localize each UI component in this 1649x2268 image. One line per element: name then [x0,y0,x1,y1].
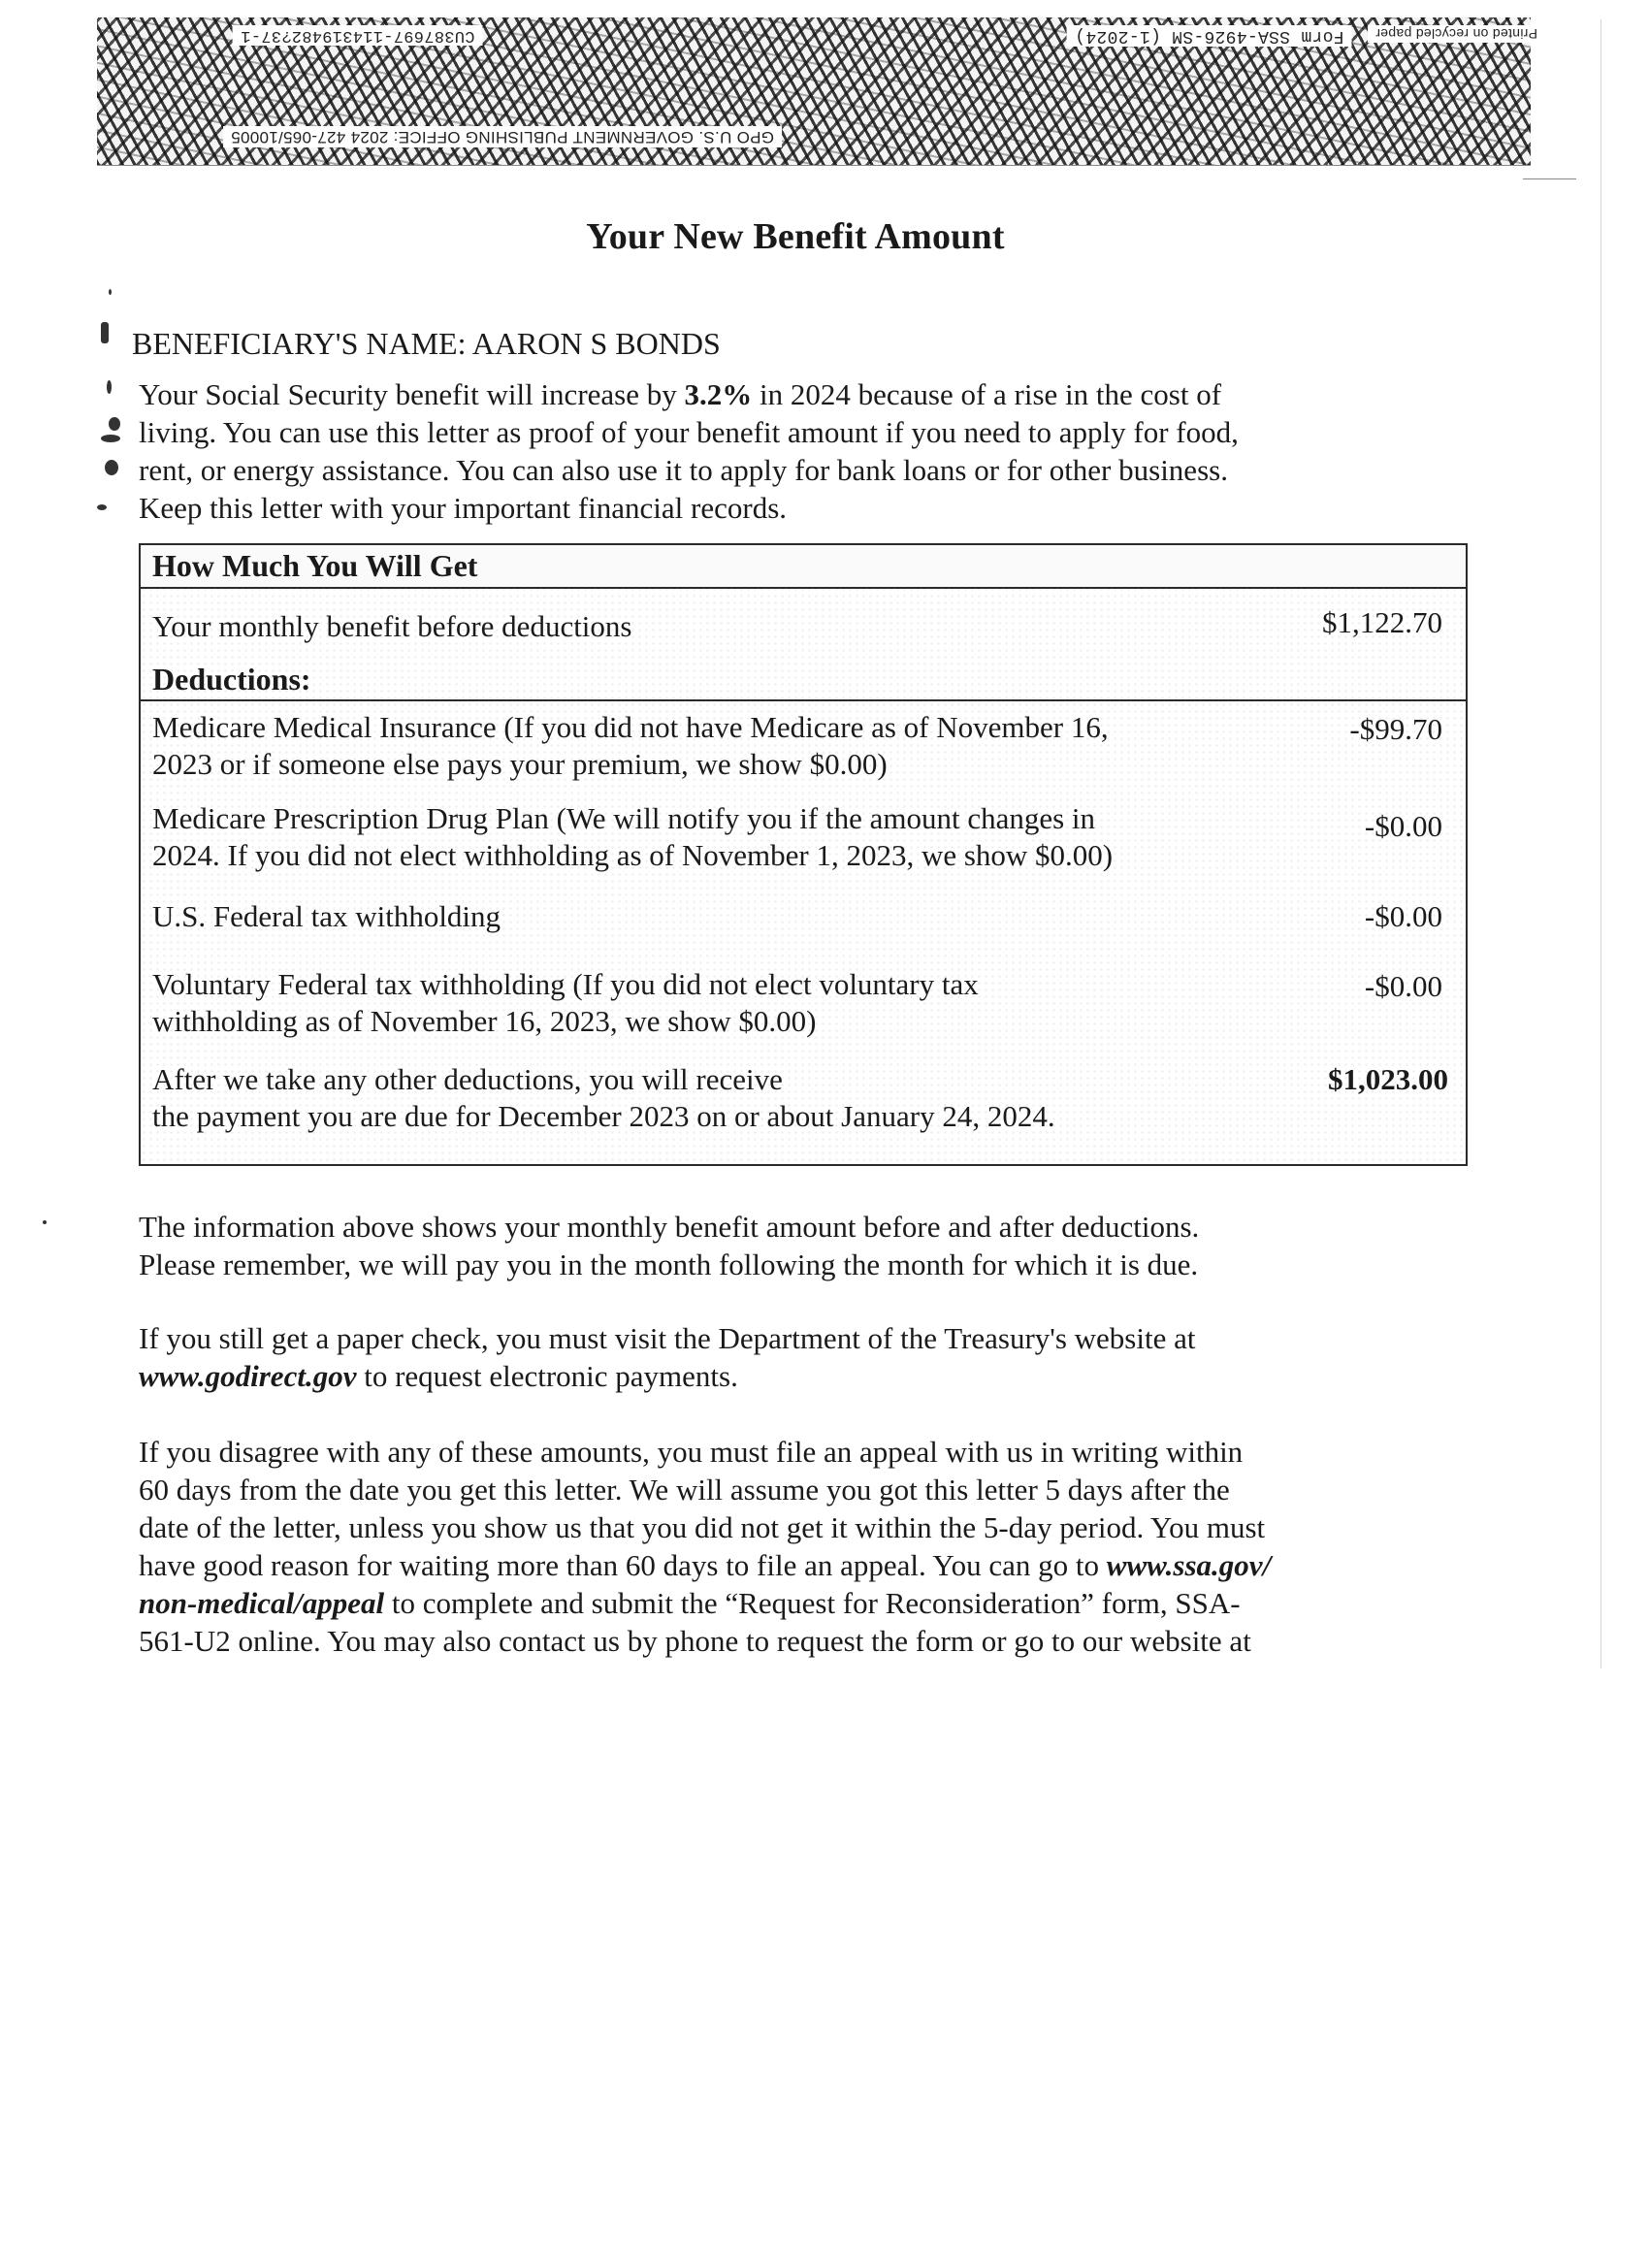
deductions-heading-row [141,659,1466,701]
scan-speck [109,417,120,431]
recycled-note: Printed on recycled paper [1368,25,1545,43]
beneficiary-name: AARON S BONDS [471,326,721,361]
drug-plan-line1: Medicare Prescription Drug Plan (We will notify you if the amount changes in [152,801,1096,835]
monthly-benefit-row [141,589,1466,659]
paper-check-line1: If you still get a paper check, you must visit the Department of the Treasury's website at [139,1321,1196,1355]
appeal-paragraph [139,1433,1504,1660]
voluntary-tax-label [152,966,1268,1040]
medical-insurance-line2: 2023 or if someone else pays your premium, we show $0.00) [152,747,888,781]
drug-plan-label [152,800,1316,874]
drug-plan-row [141,794,1466,885]
table-heading-row [141,545,1466,589]
page-margin-rule [1600,19,1601,1669]
medical-insurance-amount: -$99.70 [1349,712,1442,746]
federal-tax-label: U.S. Federal tax withholding [152,899,501,933]
scan-speck [97,504,107,510]
scan-speck [101,435,120,442]
voluntary-tax-line2: withholding as of November 16, 2023, we show $0.00) [152,1004,817,1038]
drug-plan-line2: 2024. If you did not elect withholding as of November 1, 2023, we show $0.00) [152,838,1114,872]
info-paragraph [139,1208,1497,1283]
table-heading: How Much You Will Get [152,548,478,583]
intro-line2: living. You can use this letter as proof of your benefit amount if you need to apply for food, [139,415,1239,449]
band-edge-rule [1523,178,1576,179]
drug-plan-amount: -$0.00 [1364,809,1442,843]
intro-line1-start: Your Social Security benefit will increase by [139,377,685,411]
info-line2: Please remember, we will pay you in the month following the month for which it is due. [139,1247,1199,1281]
control-code: CU387697-114319482?37-1 [233,25,483,46]
appeal-line4-text: have good reason for waiting more than 60 days to file an appeal. You can go to [139,1548,1107,1582]
scan-speck [107,380,112,394]
net-payment-amount: $1,023.00 [1328,1062,1448,1096]
appeal-line4 [139,1546,1504,1584]
beneficiary-label: BENEFICIARY'S NAME: [132,326,467,361]
godirect-link[interactable]: www.godirect.gov [139,1359,357,1393]
voluntary-tax-line1: Voluntary Federal tax withholding (If you did not elect voluntary tax [152,967,979,1001]
federal-tax-row [141,885,1466,955]
net-payment-row [141,1050,1466,1166]
voluntary-tax-row [141,955,1466,1050]
monthly-benefit-amount: $1,122.70 [1322,605,1442,639]
scan-speck [43,1220,47,1224]
form-id: Form SSA-4926-SM (1-2024) [1067,25,1352,47]
increase-percent: 3.2% [684,377,753,411]
info-line1: The information above shows your monthly benefit amount before and after deductions. [139,1210,1200,1244]
appeal-line5 [139,1584,1504,1622]
benefit-table [139,543,1468,1166]
scan-speck [109,289,112,295]
appeal-line5-text: to complete and submit the “Request for Reconsideration” form, SSA- [384,1586,1241,1620]
scan-speck [105,460,118,475]
appeal-line2: 60 days from the date you get this letter. We will assume you got this letter 5 days after the [139,1473,1230,1507]
paper-check-paragraph [139,1319,1497,1395]
appeal-line6: 561-U2 online. You may also contact us by phone to request the form or go to our website at [139,1624,1251,1658]
net-payment-line1: After we take any other deductions, you will receive [152,1062,783,1096]
ssa-appeal-link-part1[interactable]: www.ssa.gov/ [1106,1548,1272,1582]
appeal-line1: If you disagree with any of these amounts, you must file an appeal with us in writing within [139,1435,1244,1469]
medical-insurance-label [152,709,1297,783]
security-band [97,17,1538,166]
intro-line1-end: in 2024 because of a rise in the cost of [752,377,1222,411]
federal-tax-amount: -$0.00 [1364,899,1442,933]
intro-paragraph [139,375,1497,527]
intro-line4: Keep this letter with your important financial records. [139,491,788,525]
ssa-appeal-link-part2[interactable]: non-medical/appeal [139,1586,385,1620]
deductions-heading: Deductions: [152,662,311,697]
net-payment-line2: the payment you are due for December 2023 on or about January 24, 2024. [152,1099,1055,1133]
medical-insurance-line1: Medicare Medical Insurance (If you did not have Medicare as of November 16, [152,710,1109,744]
gpo-line: GPO U.S. GOVERNMENT PUBLISHING OFFICE: 2024 427-065/10005 [223,126,782,147]
page-title: Your New Benefit Amount [586,216,1005,257]
appeal-line3: date of the letter, unless you show us that you did not get it within the 5-day period. You must [139,1510,1266,1544]
monthly-benefit-label: Your monthly benefit before deductions [152,609,632,643]
voluntary-tax-amount: -$0.00 [1364,969,1442,1003]
intro-line3: rent, or energy assistance. You can also use it to apply for bank loans or for other business. [139,453,1228,487]
beneficiary-line [132,326,721,362]
medical-insurance-row [141,701,1466,794]
paper-check-line2-end: to request electronic payments. [356,1359,738,1393]
scan-speck [101,322,109,343]
net-payment-label [152,1061,1268,1135]
